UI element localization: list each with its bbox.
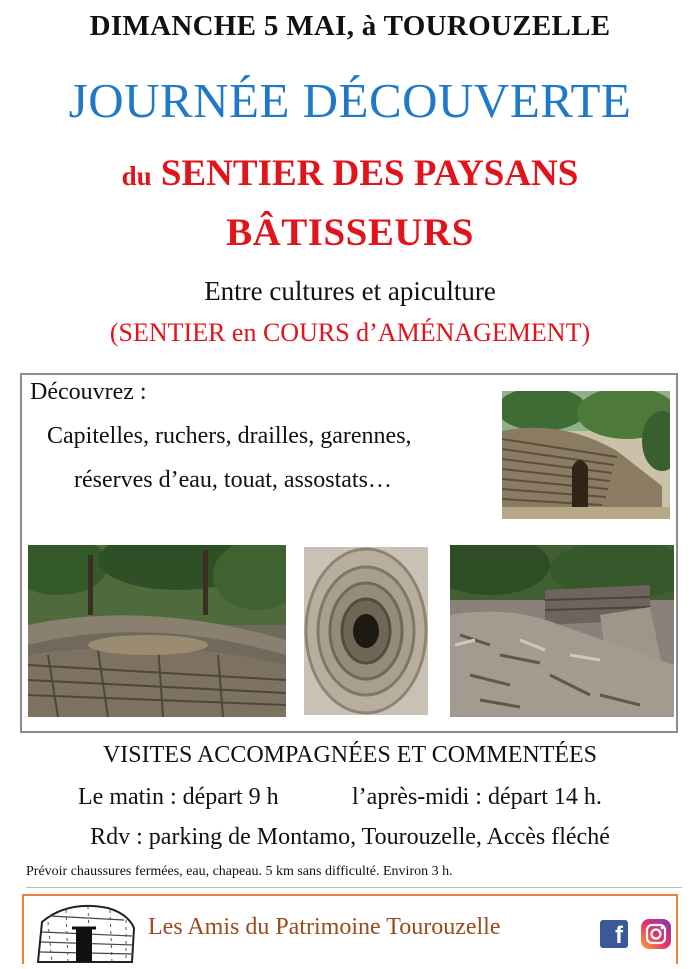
title-main: SENTIER DES PAYSANS [160,153,579,194]
headline: JOURNÉE DÉCOUVERTE [68,73,632,128]
title-line-2: BÂTISSEURS [226,211,474,254]
event-date: DIMANCHE 5 MAI, à TOUROUZELLE [89,10,611,42]
discover-box [20,373,678,733]
subtitle: Entre cultures et apiculture [204,276,496,306]
photo-well [304,547,428,715]
discover-list-line-1: Capitelles, ruchers, drailles, garennes, [47,423,412,449]
organization-name: Les Amis du Patrimoine Tourouzelle [148,914,501,940]
schedule-morning: Le matin : départ 9 h [78,784,279,810]
photo-stone-wall [28,545,286,717]
divider [26,887,682,888]
meeting-point: Rdv : parking de Montamo, Tourouzelle, Accès fléché [90,824,610,850]
instagram-icon[interactable] [640,918,672,950]
title-line-1 [0,152,700,195]
status-note: (SENTIER en COURS d’AMÉNAGEMENT) [109,318,591,347]
schedule-afternoon: l’après-midi : départ 14 h. [352,784,602,810]
capitelle-sketch-icon [28,898,140,964]
footer [22,894,678,964]
photo-capitelle [502,391,670,519]
advice-note: Prévoir chaussures fermées, eau, chapeau. 5 km sans difficulté. Environ 3 h. [26,864,453,879]
title-prefix: du [121,161,152,191]
discover-list-line-2: réserves d’eau, touat, assostats… [74,467,392,493]
facebook-icon[interactable]: f [600,920,628,948]
discover-label: Découvrez : [30,379,147,405]
visits-title: VISITES ACCOMPAGNÉES ET COMMENTÉES [102,742,598,768]
photo-stone-ruins [450,545,674,717]
